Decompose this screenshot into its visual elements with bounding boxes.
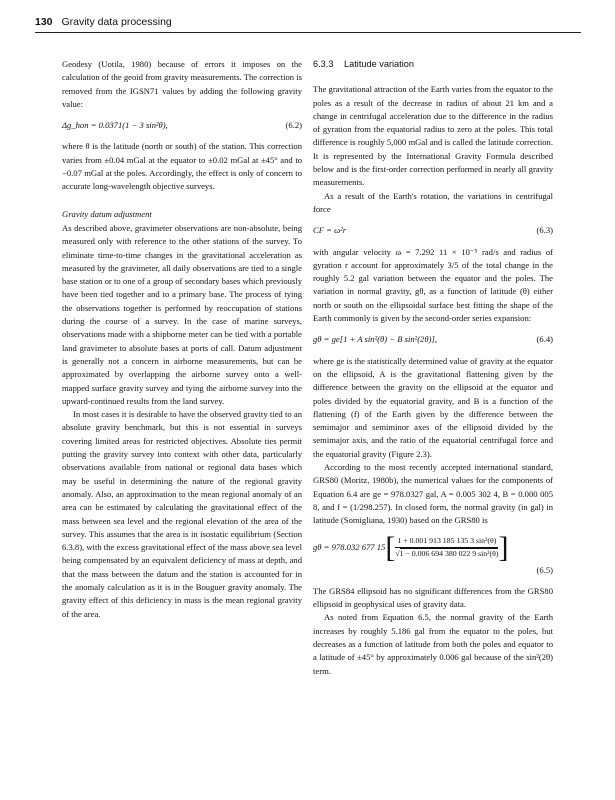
absolute-tie-paragraph: In most cases it is desirable to have the observed gravity tied to an absolute gravity benchmark, but this is not essential in surveys covering limited areas for restricted objectives. Absolute ties permit putting the gravity survey into context with other data, particularly observations available from national or regional data bases which may be useful in determining the nature of the regional gravity anomaly. Also, an approximation to the mean regional anomaly of an area can be estimated by calculating the gravitational effect of the mass between sea level and the regional elevation of the area of the survey. This assumes that the area is in isostatic equilibrium (Section 6.3.8), with the excess gravitational effect of the mass above sea level being compensated by an equivalent deficiency of mass at depth, and that the mass between the datum and the station is accounted for in the anomaly calculation as it is in the Bouguer gravity anomaly. The gravity effect of this deficiency in mass is the mean regional gravity of the area. bbox=[62, 409, 302, 619]
page-number: 130 bbox=[35, 16, 53, 28]
section-number: 6.3.3 bbox=[313, 59, 334, 69]
equation-6-4-number: (6.4) bbox=[536, 334, 553, 345]
latitude-intro-paragraph: The gravitational attraction of the Earth varies from the equator to the poles as a result of the decrease in radius of about 21 km and a change in centrifugal acceleration due to the difference in the radius of gyration from the equatorial radius to zero at the poles. This total difference is roughly 5,000 mGal and is called the latitude correction. It is represented by the International Gravity Formula described below and is the first-order correction performed in nearly all gravity measurements. bbox=[313, 84, 553, 188]
header-rule bbox=[35, 32, 581, 33]
right-bracket: ] bbox=[498, 530, 509, 564]
right-column bbox=[313, 58, 553, 678]
angular-velocity-paragraph: with angular velocity ω = 7.292 11 × 10⁻⁵ rad/s and radius of gyration r account for approximately 3/5 of the total change in the roughly 5.2 gal variation between the equator and the poles. The variation in normal gravity, gθ, as a function of latitude (θ) either north or south on the ellipsoidal surface best fitting the shape of the Earth commonly is given by the second-order series expansion: bbox=[313, 246, 553, 324]
equation-6-5-lhs: gθ = 978.032 677 15 bbox=[313, 541, 386, 552]
centrifugal-paragraph: As a result of the Earth's rotation, the variations in centrifugal force bbox=[313, 190, 553, 214]
section-title: Latitude variation bbox=[344, 59, 414, 69]
equatorial-gravity-paragraph: where ge is the statistically determined value of gravity at the equator on the ellipsoid, A is the gravitational flattening given by the difference between the gravity on the ellipsoid at the equator and poles divided by the equatorial gravity, and B is a function of the flattening (f) of the Earth given by the difference between the semimajor and semiminor axes of the ellipsoid divided by the semimajor axis, and the ratio of the equatorial centrifugal force and the equatorial gravity (Figure 2.3). bbox=[313, 355, 553, 459]
grs80-paragraph: According to the most recently accepted international standard, GRS80 (Moritz, 1980b), the numerical values for the components of Equation 6.4 are ge = 978.0327 gal, A = 0.005 302 4, B = 0.000 005 8, and f = (1/298.257). In closed form, the normal gravity (in gal) in latitude (Somigliana, 1930) based on the GRS80 is bbox=[313, 462, 553, 526]
running-header bbox=[35, 16, 172, 28]
equation-6-5-numerator: 1 + 0.001 913 185 135 3 sin²(θ) bbox=[395, 535, 498, 548]
equation-6-5-denominator-text: 1 − 0.006 694 380 022 9 sin²(θ) bbox=[399, 549, 499, 558]
equation-6-4-expression: gθ = ge[1 + A sin²(θ) − B sin²(2θ)], bbox=[313, 334, 437, 345]
datum-paragraph: As described above, gravimeter observations are non-absolute, being measured only with reference to the other stations of the survey. To eliminate time-to-time changes in the gravitational acceleration as measured by the gravimeter, all daily observations are tied to a single base station or to one of a group of secondary bases which previously have been tied together and to a primary base. The process of tying the observations together is performed by reoccupation of stations during the course of a survey. In the case of marine surveys, observations made with a shipborne meter can be tied with a portable land gravimeter to absolute bases at ports of call. Datum adjustment is generally not a concern in airborne measurements, but can be approximated by overlapping the airborne survey onto a well-mapped surface gravity survey and tying the airborne survey into the upward-continued results from the land survey. bbox=[62, 222, 302, 406]
equation-6-4 bbox=[313, 333, 553, 346]
equation-6-2 bbox=[62, 119, 302, 132]
equation-6-5-number: (6.5) bbox=[536, 564, 553, 575]
running-title: Gravity data processing bbox=[61, 16, 172, 28]
left-column bbox=[62, 58, 302, 621]
subheading-datum-adjustment: Gravity datum adjustment bbox=[62, 208, 152, 219]
normal-gravity-paragraph: As noted from Equation 6.5, the normal gravity of the Earth increases by roughly 5.186 gal from the equator to the poles, but decreases as a function of latitude from both the poles and equator to a latitude of ±45° by approximately 0.006 gal because of the sin²(2θ) term. bbox=[313, 612, 553, 676]
equation-6-2-number: (6.2) bbox=[285, 120, 302, 131]
equation-6-3-number: (6.3) bbox=[536, 225, 553, 236]
section-heading bbox=[313, 58, 553, 71]
equation-6-5-denominator: √1 − 0.006 694 380 022 9 sin²(θ) bbox=[395, 549, 499, 558]
latitude-correction-paragraph: where θ is the latitude (north or south) of the station. This correction varies from ±0.04 mGal at the equator to ±0.02 mGal at ±45° and to −0.07 mGal at the poles. Accordingly, the effect is only of concern to accurate long-wavelength objective surveys. bbox=[62, 141, 302, 192]
grs84-paragraph: The GRS84 ellipsoid has no significant differences from the GRS80 ellipsoid in geophysical uses of gravity data. bbox=[313, 585, 553, 610]
intro-paragraph: Geodesy (Uotila, 1980) because of errors it imposes on the calculation of the geoid from gravity measurements. The correction is removed from the IGSN71 values by adding the following gravity value: bbox=[62, 59, 302, 109]
left-bracket: [ bbox=[385, 530, 396, 564]
equation-6-3-expression: CF = ω²r bbox=[313, 225, 347, 236]
equation-6-2-expression: Δg_hon = 0.0371(1 − 3 sin²θ), bbox=[62, 120, 168, 131]
equation-6-5 bbox=[313, 530, 553, 564]
equation-6-3 bbox=[313, 224, 553, 237]
equation-6-5-fraction bbox=[395, 535, 498, 560]
